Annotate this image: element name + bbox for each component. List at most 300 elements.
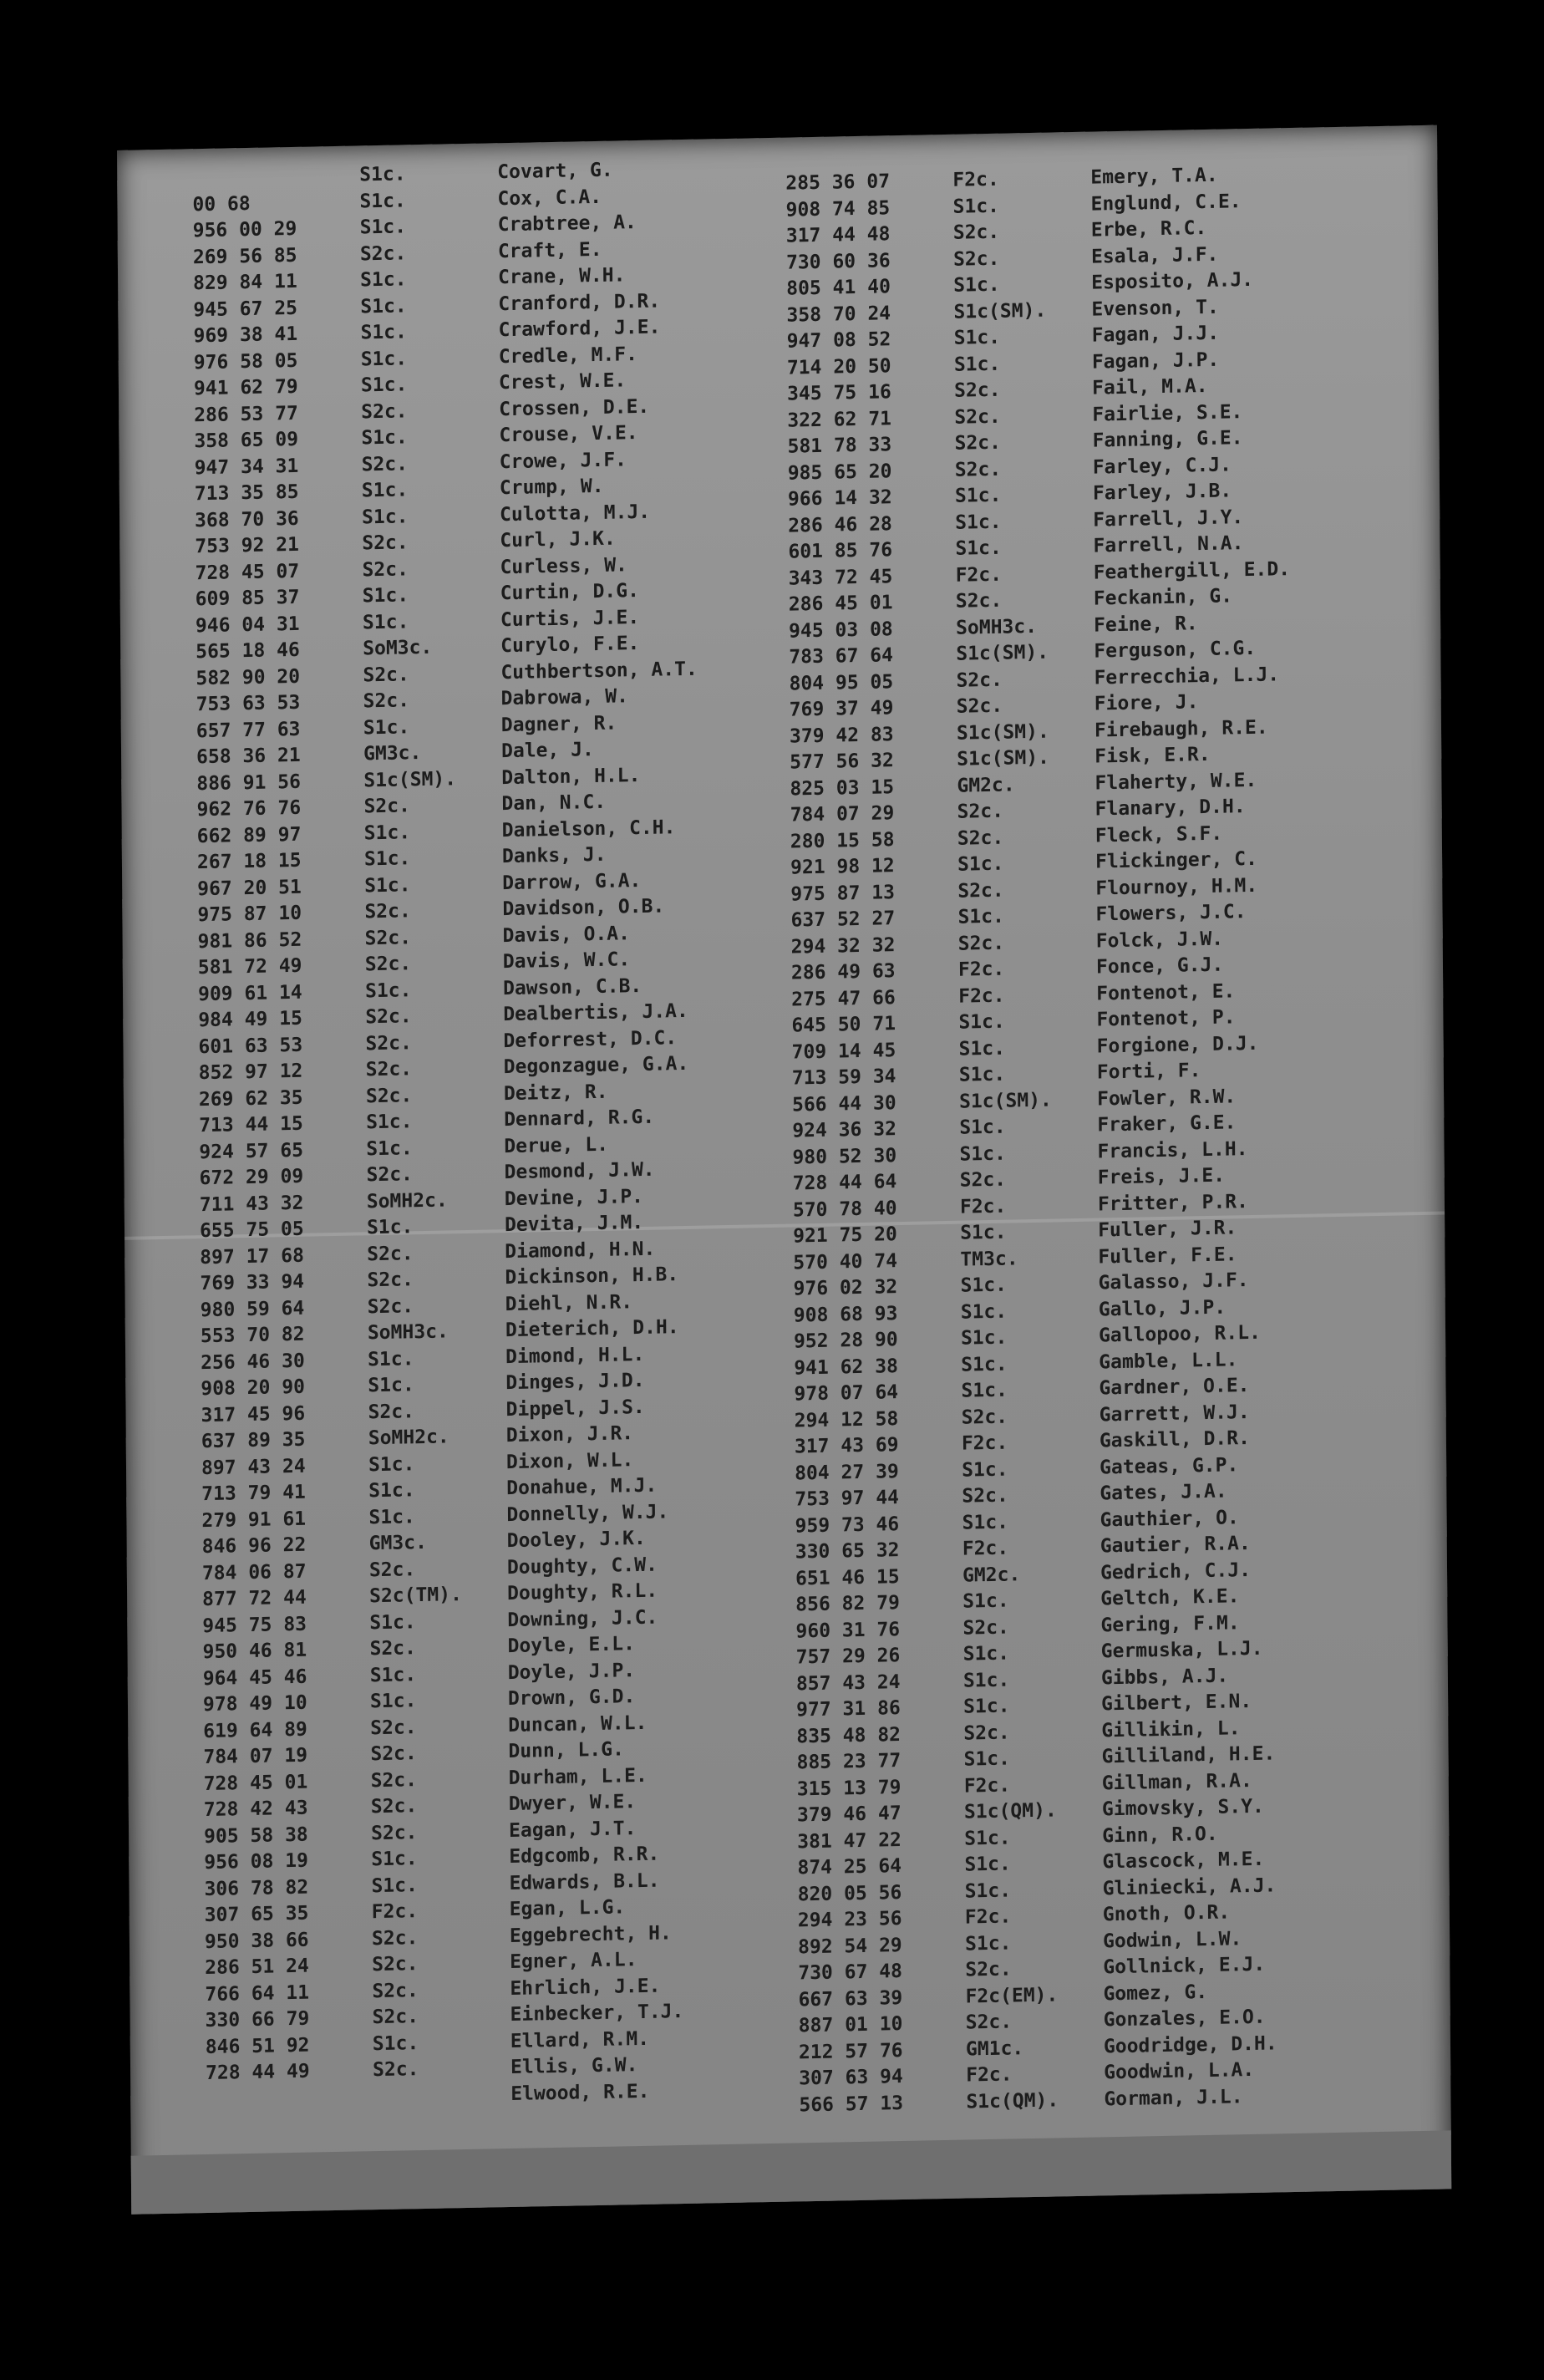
rate: S2c. bbox=[965, 2011, 1013, 2034]
service-number: 877 72 44 bbox=[202, 1586, 307, 1611]
rate: S2c. bbox=[372, 2006, 419, 2029]
service-number: 570 78 40 bbox=[792, 1197, 897, 1221]
service-number: 981 86 52 bbox=[197, 928, 302, 953]
sailor-name: Gates, J.A. bbox=[1100, 1480, 1227, 1505]
service-number: 909 61 14 bbox=[197, 981, 302, 1005]
rate: S1c. bbox=[368, 1347, 414, 1371]
service-number: 672 29 09 bbox=[199, 1165, 304, 1190]
sailor-name: Fowler, R.W. bbox=[1096, 1085, 1237, 1111]
service-number: 306 78 82 bbox=[204, 1876, 309, 1900]
rate: S2c. bbox=[372, 2058, 419, 2082]
sailor-name: Davidson, O.B. bbox=[502, 895, 665, 921]
service-number: 581 78 33 bbox=[787, 434, 892, 458]
service-number: 908 20 90 bbox=[201, 1376, 306, 1401]
rate: S2c. bbox=[962, 1484, 1008, 1508]
sailor-name: Crowe, J.F. bbox=[499, 448, 627, 473]
service-number: 924 57 65 bbox=[199, 1139, 304, 1163]
rate: S1c. bbox=[961, 1379, 1008, 1402]
sailor-name: Egner, A.L. bbox=[510, 1949, 637, 1974]
service-number: 662 89 97 bbox=[196, 823, 302, 847]
sailor-name: Gautier, R.A. bbox=[1100, 1532, 1251, 1558]
rate: S1c. bbox=[359, 189, 406, 212]
service-number: 286 49 63 bbox=[790, 960, 896, 984]
rate: S1c. bbox=[368, 1505, 415, 1528]
service-number: 905 58 38 bbox=[204, 1823, 308, 1848]
rate: S1c. bbox=[359, 216, 407, 239]
rate: S2c. bbox=[956, 694, 1003, 718]
rate: S2c. bbox=[363, 663, 409, 686]
service-number: 985 65 20 bbox=[787, 460, 892, 485]
rate: S2c. bbox=[952, 221, 1000, 244]
service-number: 709 14 45 bbox=[791, 1039, 896, 1064]
sailor-name: Fisk, E.R. bbox=[1095, 743, 1211, 768]
sailor-name: Fagan, J.J. bbox=[1091, 322, 1220, 347]
sailor-name: Gallopoo, R.L. bbox=[1098, 1321, 1261, 1347]
service-number: 975 87 13 bbox=[790, 881, 896, 906]
rate: S1c. bbox=[962, 1669, 1010, 1692]
rate: S1c. bbox=[962, 1458, 1008, 1482]
sailor-name: Esala, J.F. bbox=[1090, 243, 1219, 268]
sailor-name: Geltch, K.E. bbox=[1100, 1585, 1240, 1610]
sailor-name: Eagan, J.T. bbox=[508, 1817, 637, 1842]
service-number: 317 45 96 bbox=[201, 1402, 306, 1426]
rate: S2c. bbox=[372, 1979, 419, 2002]
sailor-name: Fleck, S.F. bbox=[1095, 822, 1223, 847]
service-number: 565 18 46 bbox=[196, 638, 300, 664]
rate: SoMH2c. bbox=[366, 1188, 448, 1213]
service-number: 286 53 77 bbox=[194, 402, 298, 426]
service-number: 577 56 32 bbox=[790, 750, 894, 774]
service-number: 769 37 49 bbox=[789, 697, 894, 721]
right-roster-column bbox=[785, 159, 1421, 2118]
service-number: 343 72 45 bbox=[788, 565, 893, 590]
service-number: 601 63 53 bbox=[198, 1034, 303, 1058]
service-number: 728 45 07 bbox=[195, 560, 300, 584]
service-number: 345 75 16 bbox=[787, 381, 891, 405]
service-number: 956 00 29 bbox=[192, 217, 297, 242]
sailor-name: Dixon, W.L. bbox=[505, 1448, 634, 1473]
service-number: 804 27 39 bbox=[795, 1460, 899, 1484]
sailor-name: Fagan, J.P. bbox=[1091, 348, 1220, 374]
sailor-name: Gimovsky, S.Y. bbox=[1101, 1795, 1264, 1821]
sailor-name: Craft, E. bbox=[497, 238, 602, 262]
sailor-name: Fonce, G.J. bbox=[1095, 954, 1224, 979]
service-number: 966 14 32 bbox=[787, 486, 892, 511]
service-number: 566 44 30 bbox=[791, 1091, 896, 1116]
service-number: 766 64 11 bbox=[205, 1981, 310, 2006]
rate: F2c. bbox=[966, 2063, 1013, 2087]
service-number: 728 44 64 bbox=[792, 1171, 897, 1195]
service-number: 714 20 50 bbox=[786, 354, 891, 379]
sailor-name: Crump, W. bbox=[499, 475, 604, 500]
sailor-name: Flournoy, H.M. bbox=[1095, 874, 1258, 900]
service-number bbox=[206, 2103, 373, 2106]
rate: S1c. bbox=[952, 195, 1000, 218]
rate: S2c. bbox=[954, 405, 1001, 429]
rate: S1c(SM). bbox=[956, 641, 1049, 665]
sailor-name: Dickinson, H.B. bbox=[505, 1264, 679, 1289]
rate: GM1c. bbox=[965, 2037, 1024, 2061]
rate: F2c. bbox=[371, 1900, 419, 1924]
sailor-name: Esposito, A.J. bbox=[1091, 268, 1254, 294]
sailor-name: Evenson, T. bbox=[1091, 296, 1219, 321]
sailor-name: Gallo, J.P. bbox=[1098, 1296, 1227, 1320]
rate: GM2c. bbox=[957, 773, 1015, 797]
service-number: 728 42 43 bbox=[203, 1797, 308, 1822]
sailor-name: Feine, R. bbox=[1094, 612, 1198, 637]
rate: S2c. bbox=[368, 1558, 416, 1581]
service-number: 601 85 76 bbox=[788, 539, 893, 563]
rate: S2c. bbox=[364, 926, 412, 949]
sailor-name: Gibbs, A.J. bbox=[1100, 1665, 1229, 1689]
sailor-name: Dawson, C.B. bbox=[502, 974, 642, 999]
rate: S2c. bbox=[361, 452, 409, 475]
sailor-name: Cranford, D.R. bbox=[498, 290, 661, 315]
rate: S2c. bbox=[956, 669, 1003, 692]
service-number: 947 34 31 bbox=[194, 455, 299, 479]
sailor-name: Crawford, J.E. bbox=[498, 316, 661, 342]
sailor-name: Dimond, H.L. bbox=[505, 1343, 645, 1368]
rate: S1c. bbox=[958, 1063, 1006, 1086]
rate: S2c. bbox=[957, 826, 1004, 850]
rate: GM3c. bbox=[363, 742, 422, 765]
rate: S1c. bbox=[361, 479, 409, 502]
sailor-name: Forti, F. bbox=[1096, 1060, 1201, 1084]
rate: S1c. bbox=[961, 1353, 1008, 1376]
sailor-name: Dinges, J.D. bbox=[505, 1369, 645, 1395]
rate: S2c. bbox=[368, 1400, 415, 1423]
sailor-name: Dwyer, W.E. bbox=[508, 1791, 637, 1816]
sailor-name: Curylo, F.E. bbox=[500, 633, 640, 658]
service-number: 947 08 52 bbox=[786, 328, 891, 353]
rate: F2c. bbox=[961, 1432, 1008, 1455]
sailor-name: Gaskill, D.R. bbox=[1099, 1427, 1251, 1452]
service-number: 757 29 26 bbox=[795, 1645, 901, 1669]
sailor-name: Degonzague, G.A. bbox=[503, 1052, 689, 1079]
service-number: 330 65 32 bbox=[795, 1539, 900, 1564]
sailor-name: Derue, L. bbox=[504, 1133, 609, 1157]
sailor-name: Fairlie, S.E. bbox=[1092, 400, 1243, 426]
service-number: 769 33 94 bbox=[200, 1270, 305, 1295]
rate: S2c. bbox=[364, 953, 412, 976]
sailor-name: Gauthier, O. bbox=[1100, 1506, 1239, 1531]
service-number: 322 62 71 bbox=[787, 407, 892, 432]
sailor-name: Danks, J. bbox=[501, 843, 607, 868]
service-number: 651 46 15 bbox=[795, 1565, 900, 1589]
sailor-name: Fraker, G.E. bbox=[1097, 1111, 1237, 1137]
service-number: 609 85 37 bbox=[195, 586, 300, 611]
rate: S1c(QM). bbox=[963, 1799, 1057, 1823]
service-number: 279 91 61 bbox=[201, 1508, 307, 1532]
rate: S1c. bbox=[359, 163, 406, 186]
rate: S1c. bbox=[962, 1589, 1009, 1613]
rate: F2c. bbox=[952, 168, 999, 191]
service-number: 381 47 22 bbox=[797, 1828, 902, 1853]
service-number: 285 36 07 bbox=[785, 170, 891, 195]
rate: S2c. bbox=[957, 800, 1004, 823]
rate: SoMH2c. bbox=[368, 1426, 449, 1450]
rate: S2c. bbox=[961, 1406, 1008, 1429]
rate: GM2c. bbox=[962, 1563, 1021, 1587]
service-number: 730 67 48 bbox=[798, 1960, 903, 1985]
sailor-name: Erbe, R.C. bbox=[1090, 216, 1207, 242]
service-number: 753 92 21 bbox=[195, 533, 300, 558]
sailor-name: Farley, C.J. bbox=[1092, 453, 1232, 479]
service-number: 980 52 30 bbox=[792, 1144, 897, 1169]
service-number: 857 43 24 bbox=[795, 1671, 901, 1695]
rate: S2c. bbox=[370, 1795, 418, 1818]
rate: S2c. bbox=[364, 900, 411, 923]
sailor-name: Dieterich, D.H. bbox=[505, 1316, 679, 1342]
rate: F2c. bbox=[958, 984, 1005, 1008]
sailor-name: Forgione, D.J. bbox=[1096, 1032, 1259, 1058]
sailor-name: Dale, J. bbox=[500, 739, 594, 763]
rate: S1c. bbox=[369, 1690, 417, 1713]
service-number: 379 46 47 bbox=[796, 1803, 902, 1827]
sailor-name: Curtis, J.E. bbox=[500, 606, 640, 631]
rate: S1c. bbox=[962, 1511, 1009, 1534]
sailor-name: Durham, L.E. bbox=[508, 1764, 648, 1789]
rate: S1c. bbox=[362, 505, 409, 528]
service-number: 212 57 76 bbox=[798, 2039, 903, 2063]
sailor-name: Flickinger, C. bbox=[1095, 847, 1258, 873]
rate: SoMH3c. bbox=[956, 615, 1038, 639]
service-number: 945 75 83 bbox=[202, 1613, 307, 1637]
sailor-name: Dalton, H.L. bbox=[501, 764, 641, 789]
rate: SoMH3c. bbox=[367, 1320, 449, 1345]
service-number: 667 63 39 bbox=[798, 1986, 903, 2011]
sailor-name: Fanning, G.E. bbox=[1092, 427, 1243, 452]
service-number: 829 84 11 bbox=[193, 270, 297, 295]
service-number: 980 59 64 bbox=[200, 1297, 305, 1321]
sailor-name: Dunn, L.G. bbox=[508, 1738, 624, 1763]
rate: S1c. bbox=[362, 584, 409, 608]
service-number: 553 70 82 bbox=[200, 1323, 305, 1348]
service-number: 317 43 69 bbox=[794, 1434, 899, 1458]
rate: S1c. bbox=[366, 1111, 413, 1134]
rate bbox=[373, 2100, 510, 2103]
rate: S2c. bbox=[365, 1058, 413, 1081]
service-number: 846 51 92 bbox=[205, 2034, 310, 2058]
sailor-name: Goodridge, D.H. bbox=[1103, 2032, 1277, 2057]
sailor-name: Gollnick, E.J. bbox=[1103, 1953, 1266, 1979]
sailor-name: Flaherty, W.E. bbox=[1095, 769, 1257, 795]
sailor-name: Fuller, F.E. bbox=[1098, 1243, 1237, 1268]
service-number: 566 57 13 bbox=[799, 2092, 904, 2116]
sailor-name: Galasso, J.F. bbox=[1098, 1269, 1249, 1294]
sailor-name: Godwin, L.W. bbox=[1102, 1927, 1242, 1952]
rate: S1c. bbox=[953, 353, 1001, 376]
sailor-name: Farrell, N.A. bbox=[1093, 532, 1244, 557]
sailor-name: Fail, M.A. bbox=[1092, 374, 1208, 399]
service-number: 307 65 35 bbox=[204, 1902, 309, 1927]
rate: S1c. bbox=[369, 1610, 416, 1634]
sailor-name: Folck, J.W. bbox=[1095, 928, 1224, 953]
service-number: 645 50 71 bbox=[791, 1013, 896, 1037]
rate: S2c. bbox=[371, 1926, 419, 1950]
service-number: 908 68 93 bbox=[793, 1302, 898, 1326]
service-number: 713 79 41 bbox=[201, 1481, 306, 1506]
rate: S1c. bbox=[957, 905, 1004, 928]
service-number: 269 62 35 bbox=[198, 1086, 303, 1111]
sailor-name: Credle, M.F. bbox=[498, 343, 638, 368]
service-number: 269 56 85 bbox=[192, 244, 297, 268]
rate: S2c. bbox=[365, 1084, 413, 1107]
sailor-name: Gedrich, C.J. bbox=[1100, 1559, 1252, 1584]
rate: S2c. bbox=[954, 379, 1001, 402]
service-number: 753 97 44 bbox=[795, 1487, 900, 1511]
service-number: 315 13 79 bbox=[796, 1776, 902, 1800]
service-number: 924 36 32 bbox=[792, 1118, 896, 1142]
sailor-name: Ferguson, C.G. bbox=[1094, 637, 1257, 663]
sailor-name: Feckanin, G. bbox=[1093, 585, 1233, 610]
sailor-name: Crane, W.H. bbox=[498, 264, 626, 289]
service-number: 784 07 29 bbox=[790, 802, 895, 826]
rate: F2c. bbox=[964, 1905, 1012, 1929]
sailor-name: Fiore, J. bbox=[1094, 691, 1199, 715]
rate: S1c. bbox=[363, 821, 411, 844]
sailor-name: Dixon, J.R. bbox=[505, 1422, 634, 1447]
sailor-name: Darrow, G.A. bbox=[502, 869, 642, 894]
rate: S1c. bbox=[364, 873, 411, 897]
sailor-name: Crouse, V.E. bbox=[499, 422, 638, 447]
sailor-name: Fuller, J.R. bbox=[1098, 1217, 1237, 1242]
rate: S1c. bbox=[962, 1642, 1010, 1665]
rate: S1c. bbox=[368, 1374, 414, 1397]
rate: F2c. bbox=[962, 1537, 1009, 1560]
service-number: 977 31 86 bbox=[796, 1697, 901, 1721]
rate: S1c. bbox=[958, 1010, 1005, 1034]
rate: S1c. bbox=[372, 2032, 419, 2055]
roster-sheet bbox=[117, 125, 1451, 2215]
sailor-name: Fontenot, E. bbox=[1096, 979, 1236, 1005]
sailor-name: Dealbertis, J.A. bbox=[503, 999, 688, 1026]
service-number: 280 15 58 bbox=[790, 828, 895, 853]
rate: S2c. bbox=[962, 1616, 1009, 1640]
rate: S1c. bbox=[953, 326, 1001, 349]
service-number: 887 01 10 bbox=[798, 2013, 903, 2037]
left-roster-column bbox=[192, 154, 828, 2113]
rate: S2c. bbox=[954, 458, 1002, 481]
service-number: 294 12 58 bbox=[794, 1407, 899, 1432]
rate: S2c. bbox=[957, 879, 1004, 903]
rate: S2c. bbox=[367, 1269, 414, 1292]
sailor-name: Dan, N.C. bbox=[501, 791, 607, 816]
rate: S1c. bbox=[371, 1848, 418, 1871]
service-number: 784 07 19 bbox=[203, 1744, 308, 1769]
rate: S2c. bbox=[361, 399, 408, 423]
rate: S2c(TM). bbox=[369, 1584, 462, 1608]
sailor-name: Curtin, D.G. bbox=[500, 580, 640, 605]
service-number: 897 43 24 bbox=[201, 1455, 306, 1479]
rate: S2c. bbox=[366, 1163, 414, 1187]
service-number: 294 23 56 bbox=[797, 1908, 902, 1932]
sailor-name: Dippel, J.S. bbox=[505, 1396, 645, 1421]
rate: S1c. bbox=[363, 847, 411, 871]
service-number: 358 70 24 bbox=[786, 302, 891, 327]
sailor-name: Gering, F.M. bbox=[1100, 1611, 1240, 1636]
sailor-name: Francis, L.H. bbox=[1097, 1137, 1248, 1162]
rate: S1c. bbox=[360, 347, 408, 370]
service-number: 975 87 10 bbox=[197, 902, 302, 927]
service-number: 753 63 53 bbox=[196, 691, 301, 716]
sailor-name: Diamond, H.N. bbox=[505, 1238, 656, 1263]
service-number: 921 75 20 bbox=[793, 1223, 897, 1248]
rate: S2c. bbox=[371, 1821, 418, 1844]
rate: S1c. bbox=[368, 1479, 415, 1503]
service-number: 856 82 79 bbox=[795, 1592, 900, 1616]
service-number: 886 91 56 bbox=[196, 770, 302, 795]
rate: S1c. bbox=[960, 1300, 1008, 1324]
sailor-name: Germuska, L.J. bbox=[1100, 1637, 1263, 1663]
service-number: 892 54 29 bbox=[798, 1934, 902, 1958]
sailor-name: Crest, W.E. bbox=[498, 369, 627, 394]
service-number: 984 49 15 bbox=[198, 1007, 302, 1032]
rate: S1c. bbox=[965, 1932, 1012, 1955]
rate: S2c. bbox=[965, 1958, 1012, 1981]
rate: S2c. bbox=[370, 1742, 417, 1766]
sailor-name: Englund, C.E. bbox=[1090, 190, 1242, 216]
rate: S2c. bbox=[365, 1031, 412, 1055]
rate: S1c. bbox=[960, 1326, 1008, 1350]
sailor-name: Dabrowa, W. bbox=[500, 685, 629, 710]
sailor-name: Farley, J.B. bbox=[1092, 480, 1232, 505]
sailor-name: Egan, L.G. bbox=[509, 1896, 626, 1921]
service-number: 978 49 10 bbox=[202, 1691, 307, 1716]
rate: S1c. bbox=[959, 1116, 1006, 1139]
sailor-name: Ellard, R.M. bbox=[510, 2027, 650, 2052]
rate: S1c. bbox=[363, 715, 410, 739]
rate: S2c. bbox=[367, 1242, 414, 1265]
rate: S1c. bbox=[368, 1452, 415, 1476]
service-number: 256 46 30 bbox=[201, 1350, 305, 1374]
rate: F2c. bbox=[957, 958, 1005, 981]
sheet-bottom-edge bbox=[131, 2130, 1451, 2214]
sailor-name: Farrell, J.Y. bbox=[1093, 506, 1244, 531]
rate: S2c. bbox=[363, 689, 410, 713]
service-number: 835 48 82 bbox=[796, 1723, 902, 1747]
service-number: 945 03 08 bbox=[789, 618, 893, 643]
service-number: 294 32 32 bbox=[790, 933, 896, 959]
sailor-name: Ginn, R.O. bbox=[1102, 1823, 1218, 1847]
sailor-name: Ellis, G.W. bbox=[510, 2054, 638, 2079]
sailor-name: Fritter, P.R. bbox=[1097, 1190, 1249, 1215]
sailor-name: Edgcomb, R.R. bbox=[509, 1843, 660, 1869]
service-number: 969 38 41 bbox=[193, 323, 298, 348]
rate: S1c. bbox=[964, 1879, 1012, 1903]
service-number: 805 41 40 bbox=[786, 276, 891, 300]
service-number: 946 04 31 bbox=[195, 613, 300, 637]
service-number: 358 65 09 bbox=[194, 428, 299, 453]
rate: SoM3c. bbox=[363, 636, 433, 660]
rate: F2c. bbox=[955, 563, 1003, 587]
service-number: 874 25 64 bbox=[797, 1855, 902, 1879]
service-number: 286 45 01 bbox=[788, 592, 893, 616]
rate: TM3c. bbox=[960, 1247, 1018, 1271]
sailor-name: Emery, T.A. bbox=[1090, 164, 1218, 189]
service-number: 804 95 05 bbox=[789, 670, 894, 695]
rate: S1c. bbox=[360, 268, 407, 292]
sailor-name: Gonzales, E.O. bbox=[1103, 2006, 1266, 2032]
service-number: 908 74 85 bbox=[785, 196, 891, 221]
service-number: 728 45 01 bbox=[203, 1771, 308, 1795]
sailor-name: Dooley, J.K. bbox=[506, 1527, 646, 1553]
rate: S1c. bbox=[964, 1853, 1011, 1876]
sailor-name: Gnoth, O.R. bbox=[1102, 1901, 1231, 1926]
rate: S1c. bbox=[360, 321, 408, 344]
rate: S2c. bbox=[369, 1637, 417, 1660]
service-number: 950 46 81 bbox=[202, 1639, 307, 1664]
